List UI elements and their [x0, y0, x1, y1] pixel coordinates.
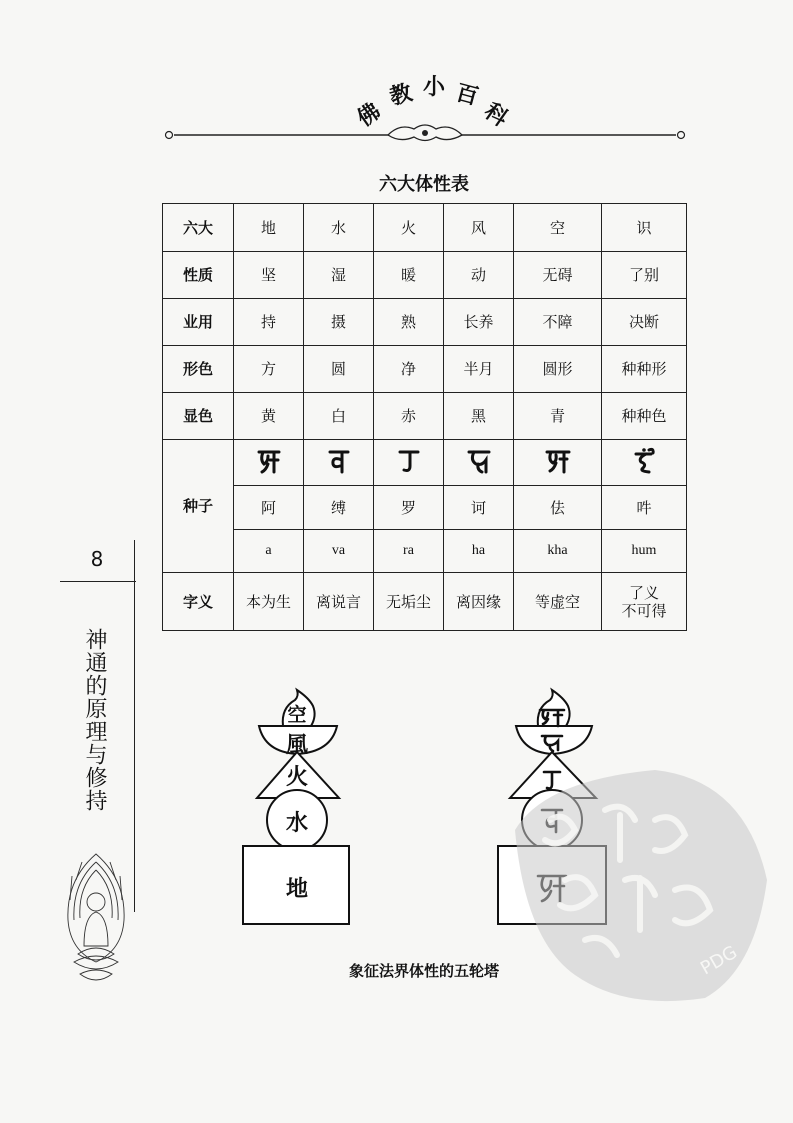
table-cell: ra: [374, 530, 444, 573]
table-cell: 不障: [514, 299, 602, 346]
table-cell: 地: [234, 204, 304, 252]
sidebar-divider: [134, 582, 135, 912]
series-title-char-3: 小: [423, 74, 446, 100]
header-ornament-rule: [160, 118, 690, 148]
page-number: 8: [90, 547, 104, 571]
table-cell: 湿: [304, 252, 374, 299]
table-cell: 种种色: [602, 393, 687, 440]
table-cell: 圆: [304, 346, 374, 393]
stupa-label-huo: 火: [285, 764, 308, 790]
table-cell: 佉: [514, 486, 602, 530]
table-cell: 长养: [444, 299, 514, 346]
table-cell: 阿: [234, 486, 304, 530]
table-cell: 离因缘: [444, 573, 514, 631]
row-header-xingse: 形色: [163, 346, 234, 393]
buddha-icon: [62, 850, 130, 990]
stupa-label-feng: 風: [285, 732, 308, 758]
table-cell: 空: [514, 204, 602, 252]
table-cell: 持: [234, 299, 304, 346]
six-elements-table: [162, 203, 687, 631]
row-header-liuda: 六大: [163, 204, 234, 252]
table-cell: 决断: [602, 299, 687, 346]
table-cell: 摄: [304, 299, 374, 346]
table-cell: 了别: [602, 252, 687, 299]
row-header-ziyi: 字义: [163, 573, 234, 631]
table-cell: ha: [444, 530, 514, 573]
table-cell: 水: [304, 204, 374, 252]
table-cell: 识: [602, 204, 687, 252]
stamp-text: PDG: [697, 941, 741, 980]
table-cell: 白: [304, 393, 374, 440]
stupa-label-di: 地: [285, 876, 308, 902]
table-cell: 离说言: [304, 573, 374, 631]
table-cell: va: [304, 530, 374, 573]
row-header-zhongzi: 种子: [163, 440, 234, 573]
table-cell: 熟: [374, 299, 444, 346]
siddham-glyph-hum: [602, 440, 687, 486]
table-cell: 无碍: [514, 252, 602, 299]
siddham-glyph-ra: [374, 440, 444, 486]
five-wheel-stupa-chinese: [215, 680, 395, 940]
table-cell: 了义 不可得: [602, 573, 687, 631]
table-cell: 坚: [234, 252, 304, 299]
siddham-glyph-ha: [444, 440, 514, 486]
table-cell: 黑: [444, 393, 514, 440]
table-cell: 暖: [374, 252, 444, 299]
series-title-char-2: 教: [387, 79, 416, 111]
siddham-glyph-kha: [514, 440, 602, 486]
table-cell: 等虚空: [514, 573, 602, 631]
library-stamp: [505, 760, 775, 1010]
table-cell: 赤: [374, 393, 444, 440]
table-cell: 动: [444, 252, 514, 299]
row-header-xianse: 显色: [163, 393, 234, 440]
series-title-char-4: 百: [453, 79, 482, 111]
book-title: 神通的原理与修持: [82, 628, 107, 812]
series-title-char-5: 科: [479, 98, 513, 132]
table-cell: 罗: [374, 486, 444, 530]
table-cell: 黄: [234, 393, 304, 440]
table-cell: 无垢尘: [374, 573, 444, 631]
table-cell: 火: [374, 204, 444, 252]
table-cell: 青: [514, 393, 602, 440]
table-cell: 风: [444, 204, 514, 252]
sidebar-divider: [134, 540, 135, 582]
row-header-xingzhi: 性质: [163, 252, 234, 299]
table-cell: 诃: [444, 486, 514, 530]
table-cell: 净: [374, 346, 444, 393]
stupa-label-kong: 空: [287, 704, 307, 726]
series-title-char-1: 佛: [352, 98, 386, 132]
stupa-label-shui: 水: [285, 810, 308, 836]
table-cell: 缚: [304, 486, 374, 530]
sidebar-divider: [60, 581, 136, 582]
table-cell: 吽: [602, 486, 687, 530]
siddham-glyph-va: [304, 440, 374, 486]
row-header-yeyong: 业用: [163, 299, 234, 346]
table-cell: 方: [234, 346, 304, 393]
table-cell: kha: [514, 530, 602, 573]
table-title: 六大体性表: [379, 174, 469, 195]
figure-caption: 象征法界体性的五轮塔: [348, 962, 499, 980]
table-cell: 种种形: [602, 346, 687, 393]
siddham-glyph-a: [234, 440, 304, 486]
table-cell: 本为生: [234, 573, 304, 631]
table-cell: hum: [602, 530, 687, 573]
table-cell: 半月: [444, 346, 514, 393]
table-cell: a: [234, 530, 304, 573]
table-cell: 圆形: [514, 346, 602, 393]
